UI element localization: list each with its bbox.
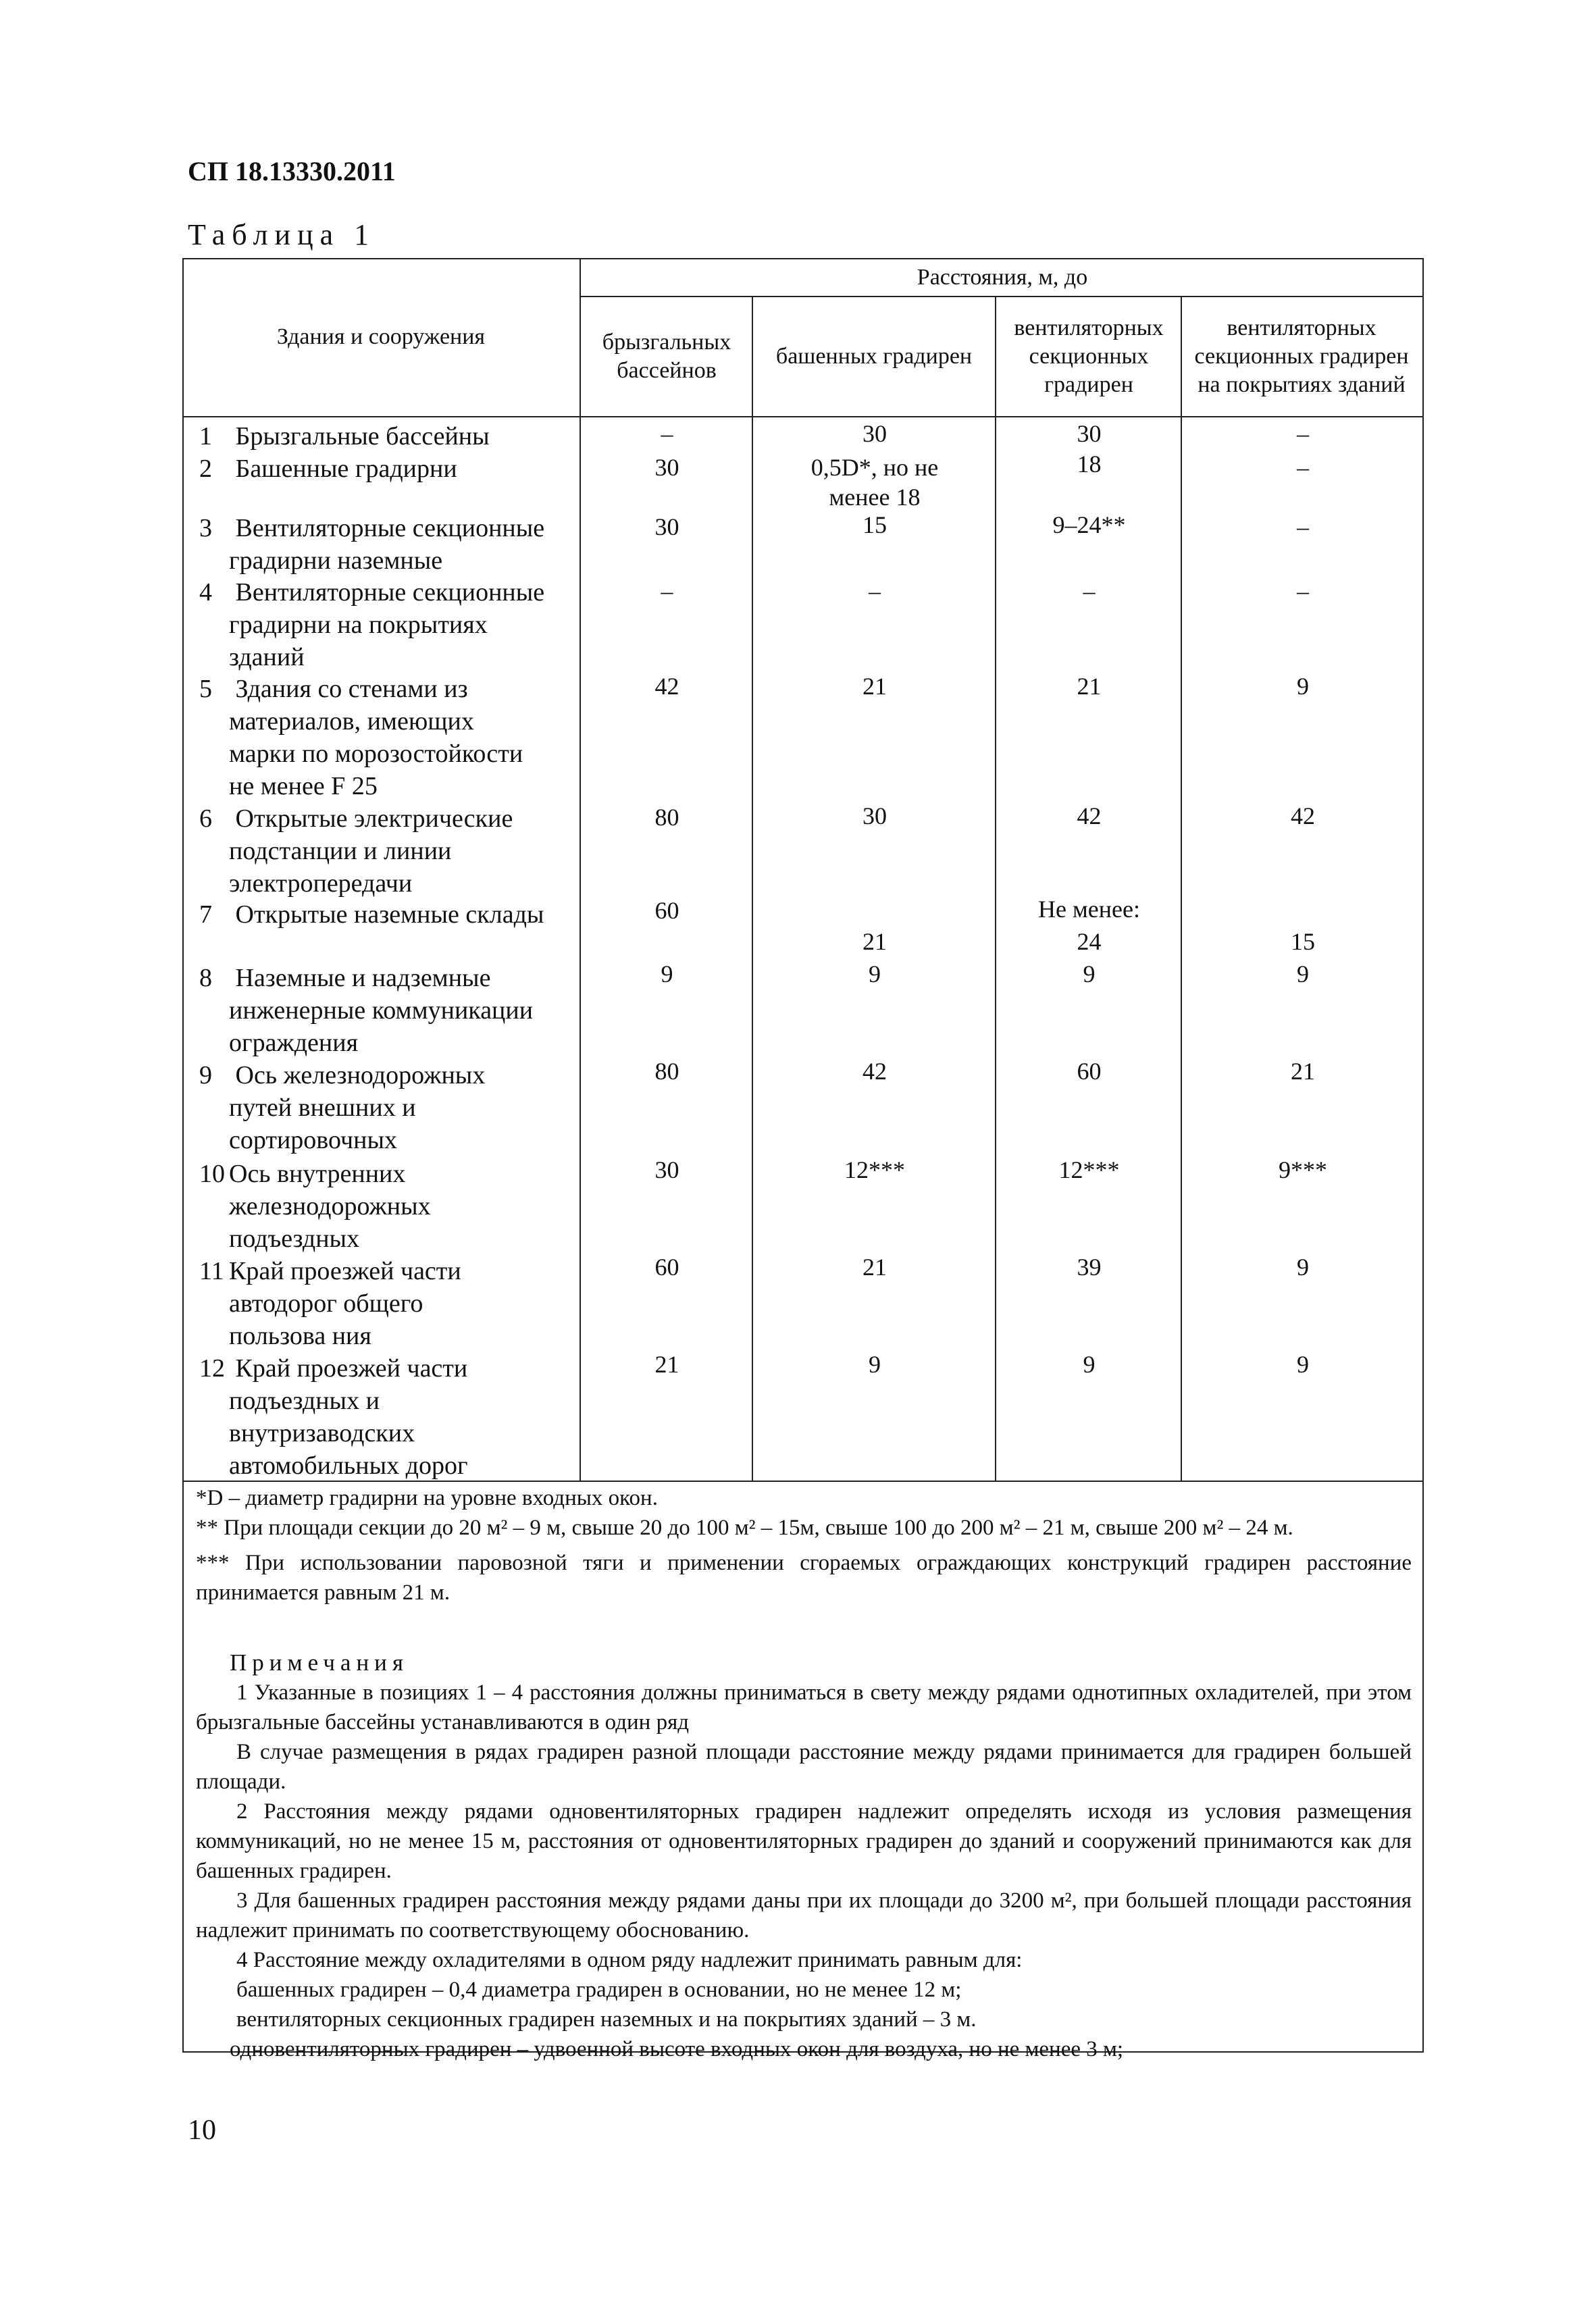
row-1-fan-roof: – — [1297, 420, 1309, 447]
footnote-area: ** При площади секции до 20 м² – 9 м, свыше 20 до 100 м² – 15м, свыше 100 до 200 м² – 21 м, свыше 200 м² – 24 м. — [196, 1516, 1293, 1540]
row-2-tower: 0,5D*, но не менее 18 — [810, 454, 939, 511]
col-divider-4b — [1181, 927, 1182, 1481]
row-9-fan: 60 — [1077, 1058, 1102, 1085]
row-10-tower: 12*** — [844, 1156, 905, 1183]
note-2: 2 Расстояния между рядами одновентиляторных градирен надлежит определять исходя из условия размещения коммуникаций, но не менее 15 м, расстояния от одновентиляторных градирен до зданий и сооружений принимаются как для башенных градирен. — [196, 1799, 1412, 1883]
row-5-name: 5 Здания со стенами из материалов, имеющих марки по морозостойкости не менее F 25 — [199, 675, 523, 800]
note-4a: башенных градирен – 0,4 диаметра градирен в основании, но не менее 12 м; — [236, 1978, 962, 2002]
row-4-fan: – — [1083, 577, 1096, 605]
row-12-fan-roof: 9 — [1297, 1351, 1309, 1378]
row-8-name: 8 Наземные и надземные инженерные коммуникации ограждения — [199, 964, 534, 1057]
row-7-tower: 21 — [863, 928, 887, 955]
row-9-spray: 80 — [654, 1058, 679, 1085]
header-buildings: Здания и сооружения — [276, 324, 486, 349]
row-3-spray: 30 — [654, 513, 679, 540]
footnote-d: *D – диаметр градирни на уровне входных окон. — [196, 1486, 658, 1510]
document-code: СП 18.13330.2011 — [188, 156, 396, 186]
row-10-spray: 30 — [654, 1156, 679, 1183]
note-4c: одновентиляторных градирен – удвоенной высоте входных окон для воздуха, но не менее 3 м; — [230, 2037, 1124, 2061]
row-1-tower: 30 — [863, 420, 887, 447]
col-divider-3b — [995, 927, 996, 1481]
row-1-fan: 30 — [1077, 420, 1102, 447]
row-6-fan: 42 — [1077, 802, 1102, 829]
row-2-name: 2 Башенные градирни — [199, 455, 457, 483]
row-12-tower: 9 — [869, 1351, 881, 1378]
page-number: 10 — [188, 2115, 216, 2146]
row-12-name: 12 Край проезжей части подъездных и внутризаводских автомобильных дорог — [199, 1354, 468, 1480]
row-8-fan: 9 — [1083, 960, 1096, 987]
note-3: 3 Для башенных градирен расстояния между рядами даны при их площади до 3200 м², при большей площади расстояния надлежит принимать по соответствующему обоснованию. — [196, 1888, 1412, 1943]
notes-block — [196, 1648, 1412, 2064]
row-12-spray: 21 — [654, 1351, 679, 1378]
row-5-fan: 21 — [1077, 673, 1102, 700]
row-5-fan-roof: 9 — [1297, 673, 1309, 700]
row-11-fan: 39 — [1077, 1254, 1102, 1281]
row-2-fan: 18 — [1077, 451, 1102, 478]
row-7-name: 7 Открытые наземные склады — [199, 900, 544, 929]
row-7-fan-roof: 15 — [1291, 928, 1315, 955]
notes-title: Примечания — [230, 1649, 409, 1676]
row-3-fan: 9–24** — [1052, 511, 1126, 538]
row-4-tower: – — [869, 577, 881, 605]
row-8-spray: 9 — [661, 960, 673, 987]
header-tower-coolers: башенных градирен — [775, 344, 973, 369]
header-distances-group: Расстояния, м, до — [917, 265, 1088, 290]
row-6-tower: 30 — [863, 802, 887, 829]
row-6-name: 6 Открытые электрические подстанции и линии электропередачи — [199, 804, 513, 898]
note-1: 1 Указанные в позициях 1 – 4 расстояния должны приниматься в свету между рядами однотипных охладителей, при этом брызгальные бассейны устанавливаются в один ряд — [196, 1680, 1412, 1734]
table-title: Таблица 1 — [188, 218, 376, 251]
row-6-fan-roof: 42 — [1291, 802, 1315, 829]
row-4-fan-roof: – — [1297, 577, 1309, 605]
row-1-spray: – — [661, 420, 673, 447]
row-9-tower: 42 — [863, 1058, 887, 1085]
note-1b: В случае размещения в рядах градирен разной площади расстояние между рядами принимается для градирен большей площади. — [196, 1740, 1412, 1794]
row-9-name: 9 Ось железнодорожных путей внешних и сортировочных — [199, 1061, 486, 1154]
row-7-spray: 60 — [654, 897, 679, 924]
row-7-min-note: Не менее: — [1038, 896, 1140, 923]
row-5-tower: 21 — [863, 673, 887, 700]
row-11-fan-roof: 9 — [1297, 1254, 1309, 1281]
row-4-spray: – — [661, 577, 673, 605]
header-fan-coolers-roof: вентиляторных секционных градирен на покрытиях зданий — [1194, 315, 1409, 397]
row-11-spray: 60 — [654, 1254, 679, 1281]
footnotes — [196, 1483, 1412, 1608]
header-fan-coolers: вентиляторных секционных градирен — [1014, 315, 1164, 397]
row-1-name: 1 Брызгальные бассейны — [199, 422, 490, 451]
row-12-fan: 9 — [1083, 1351, 1096, 1378]
header-bottom-rule — [182, 416, 1424, 417]
note-4b: вентиляторных секционных градирен наземных и на покрытиях зданий – 3 м. — [236, 2007, 977, 2032]
row-9-fan-roof: 21 — [1291, 1058, 1315, 1085]
row-10-name: 10 Ось внутренних железнодорожных подъездных — [199, 1160, 431, 1253]
row-2-fan-roof: – — [1297, 454, 1309, 481]
row-8-fan-roof: 9 — [1297, 960, 1309, 987]
row-4-name: 4 Вентиляторные секционные градирни на покрытиях зданий — [199, 578, 545, 671]
row-6-spray: 80 — [654, 804, 679, 831]
row-11-tower: 21 — [863, 1254, 887, 1281]
row-8-tower: 9 — [869, 960, 881, 987]
row-3-fan-roof: – — [1297, 513, 1309, 540]
note-4: 4 Расстояние между охладителями в одном ряду надлежит принимать равным для: — [236, 1948, 1023, 1972]
row-10-fan: 12*** — [1058, 1156, 1120, 1183]
row-7-fan: 24 — [1077, 928, 1102, 955]
footnote-steam: *** При использовании паровозной тяги и применении сгораемых ограждающих конструкций градирен расстояние принимается равным 21 м. — [196, 1551, 1412, 1605]
row-5-spray: 42 — [654, 673, 679, 700]
row-11-name: 11 Край проезжей части автодорог общего пользова ния — [199, 1257, 461, 1350]
row-10-fan-roof: 9*** — [1279, 1156, 1327, 1183]
row-2-spray: 30 — [654, 454, 679, 481]
row-3-tower: 15 — [863, 511, 887, 538]
row-3-name: 3 Вентиляторные секционные градирни наземные — [199, 514, 545, 575]
header-spray-pools: брызгальных бассейнов — [602, 330, 731, 383]
